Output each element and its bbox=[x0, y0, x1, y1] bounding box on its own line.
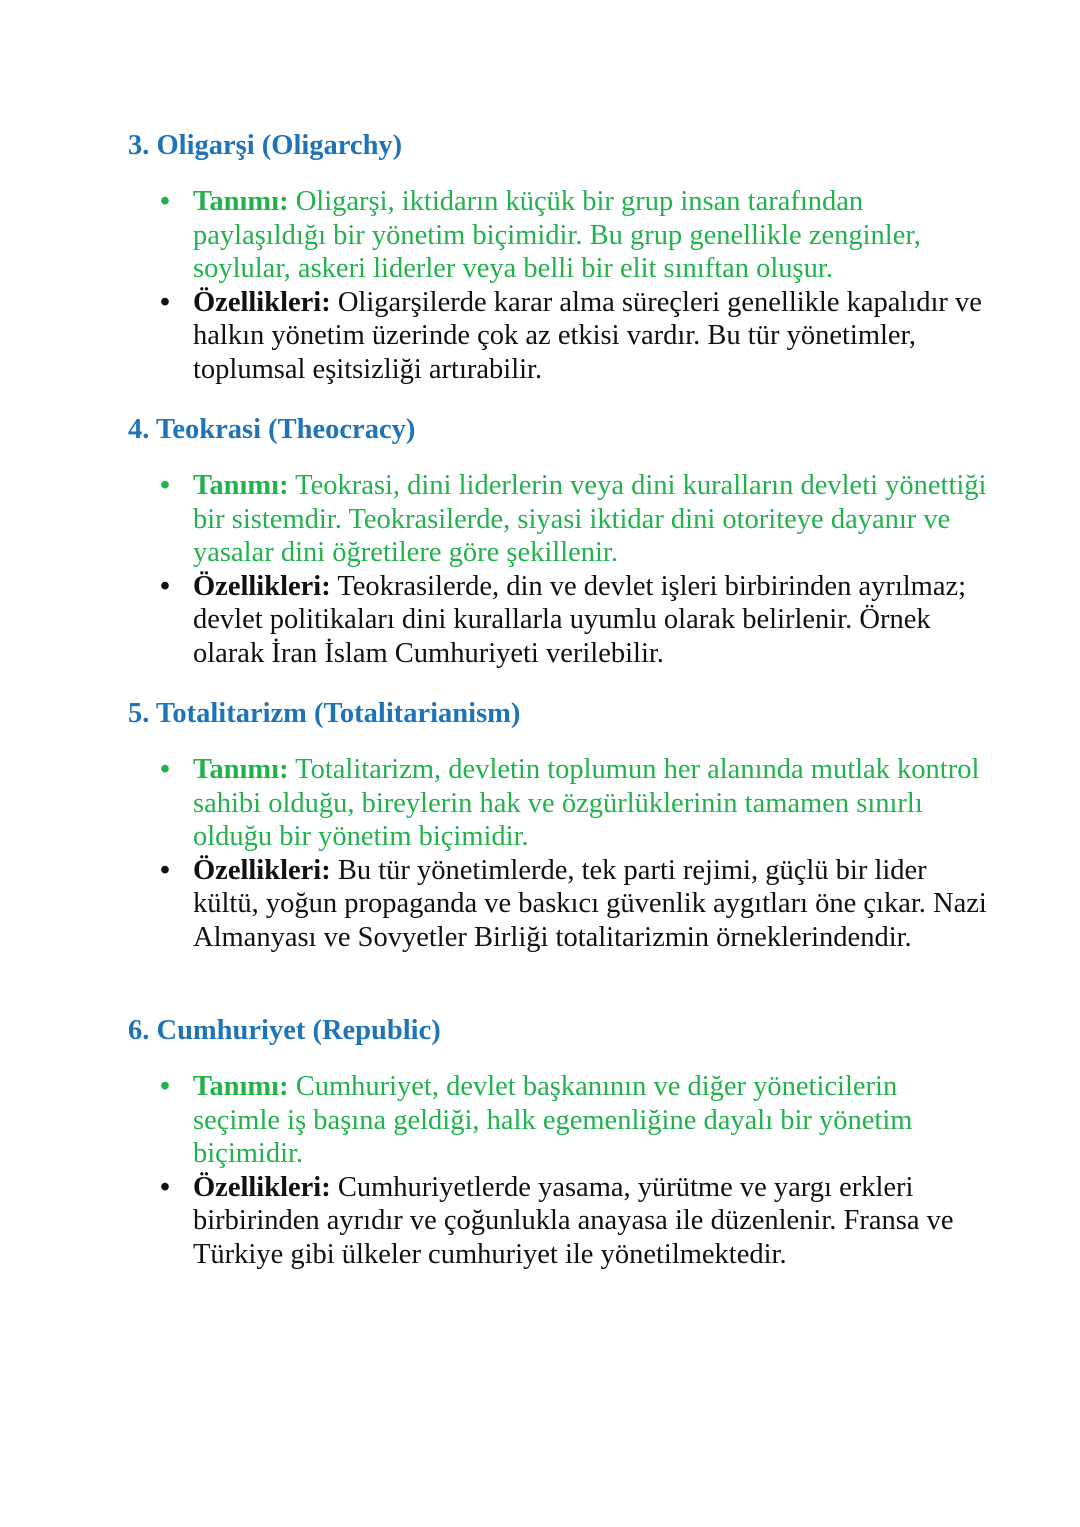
section-heading: 4. Teokrasi (Theocracy) bbox=[128, 414, 416, 445]
bullet-list bbox=[128, 185, 988, 386]
definition-item bbox=[128, 469, 988, 570]
section-heading: 6. Cumhuriyet (Republic) bbox=[128, 1015, 441, 1046]
features-label: Özellikleri: bbox=[193, 570, 331, 602]
features-label: Özellikleri: bbox=[193, 286, 331, 318]
features-item bbox=[128, 286, 988, 387]
definition-item bbox=[128, 753, 988, 854]
definition-item bbox=[128, 1070, 988, 1171]
features-text: Cumhuriyetlerde yasama, yürütme ve yargı erkleri birbirinden ayrıdır ve çoğunlukla anayasa ile düzenlenir. Fransa ve Türkiye gibi ülkeler cumhuriyet ile yönetilmektedir. bbox=[193, 1171, 954, 1270]
bullet-icon: • bbox=[160, 1071, 170, 1102]
section-heading: 3. Oligarşi (Oligarchy) bbox=[128, 130, 403, 161]
definition-label: Tanımı: bbox=[193, 186, 289, 217]
features-text: Teokrasilerde, din ve devlet işleri birbirinden ayrılmaz; devlet politikaları dini kurallarla uyumlu olarak belirlenir. Örnek olarak İran İslam Cumhuriyeti verilebilir. bbox=[193, 570, 967, 669]
features-item bbox=[128, 1171, 988, 1272]
definition-label: Tanımı: bbox=[193, 1071, 289, 1102]
section-oligarchy bbox=[128, 129, 988, 386]
bullet-list bbox=[128, 1070, 988, 1271]
definition-label: Tanımı: bbox=[193, 754, 289, 785]
bullet-icon: • bbox=[160, 570, 170, 602]
section-heading: 5. Totalitarizm (Totalitarianism) bbox=[128, 698, 521, 729]
features-item bbox=[128, 570, 988, 671]
section-totalitarianism bbox=[128, 697, 988, 954]
features-label: Özellikleri: bbox=[193, 1171, 331, 1203]
bullet-icon: • bbox=[160, 470, 170, 501]
definition-text: Cumhuriyet, devlet başkanının ve diğer yöneticilerin seçimle iş başına geldiği, halk egemenliğine dayalı bir yönetim biçimidir. bbox=[193, 1071, 913, 1169]
bullet-icon: • bbox=[160, 1171, 170, 1203]
bullet-list bbox=[128, 469, 988, 670]
bullet-list bbox=[128, 753, 988, 954]
definition-text: Oligarşi, iktidarın küçük bir grup insan tarafından paylaşıldığı bir yönetim biçimidir. Bu grup genellikle zenginler, soylular, askeri liderler veya belli bir elit sınıftan oluşur. bbox=[193, 186, 921, 284]
bullet-icon: • bbox=[160, 754, 170, 785]
features-text: Bu tür yönetimlerde, tek parti rejimi, güçlü bir lider kültü, yoğun propaganda ve baskıcı güvenlik aygıtları öne çıkar. Nazi Almanyası ve Sovyetler Birliği totalitarizmin örneklerindendir. bbox=[193, 854, 987, 953]
features-item bbox=[128, 854, 988, 955]
section-theocracy bbox=[128, 413, 988, 670]
definition-label: Tanımı: bbox=[193, 470, 289, 501]
bullet-icon: • bbox=[160, 186, 170, 217]
features-label: Özellikleri: bbox=[193, 854, 331, 886]
definition-item bbox=[128, 185, 988, 286]
definition-text: Teokrasi, dini liderlerin veya dini kuralların devleti yönettiği bir sistemdir. Teokrasilerde, siyasi iktidar dini otoriteye dayanır ve yasalar dini öğretilere göre şekillenir. bbox=[193, 470, 987, 568]
features-text: Oligarşilerde karar alma süreçleri genellikle kapalıdır ve halkın yönetim üzerinde çok az etkisi vardır. Bu tür yönetimler, toplumsal eşitsizliği artırabilir. bbox=[193, 286, 982, 385]
section-republic bbox=[128, 1014, 988, 1271]
definition-text: Totalitarizm, devletin toplumun her alanında mutlak kontrol sahibi olduğu, bireylerin hak ve özgürlüklerinin tamamen sınırlı olduğu bir yönetim biçimidir. bbox=[193, 754, 980, 852]
bullet-icon: • bbox=[160, 854, 170, 886]
bullet-icon: • bbox=[160, 286, 170, 318]
